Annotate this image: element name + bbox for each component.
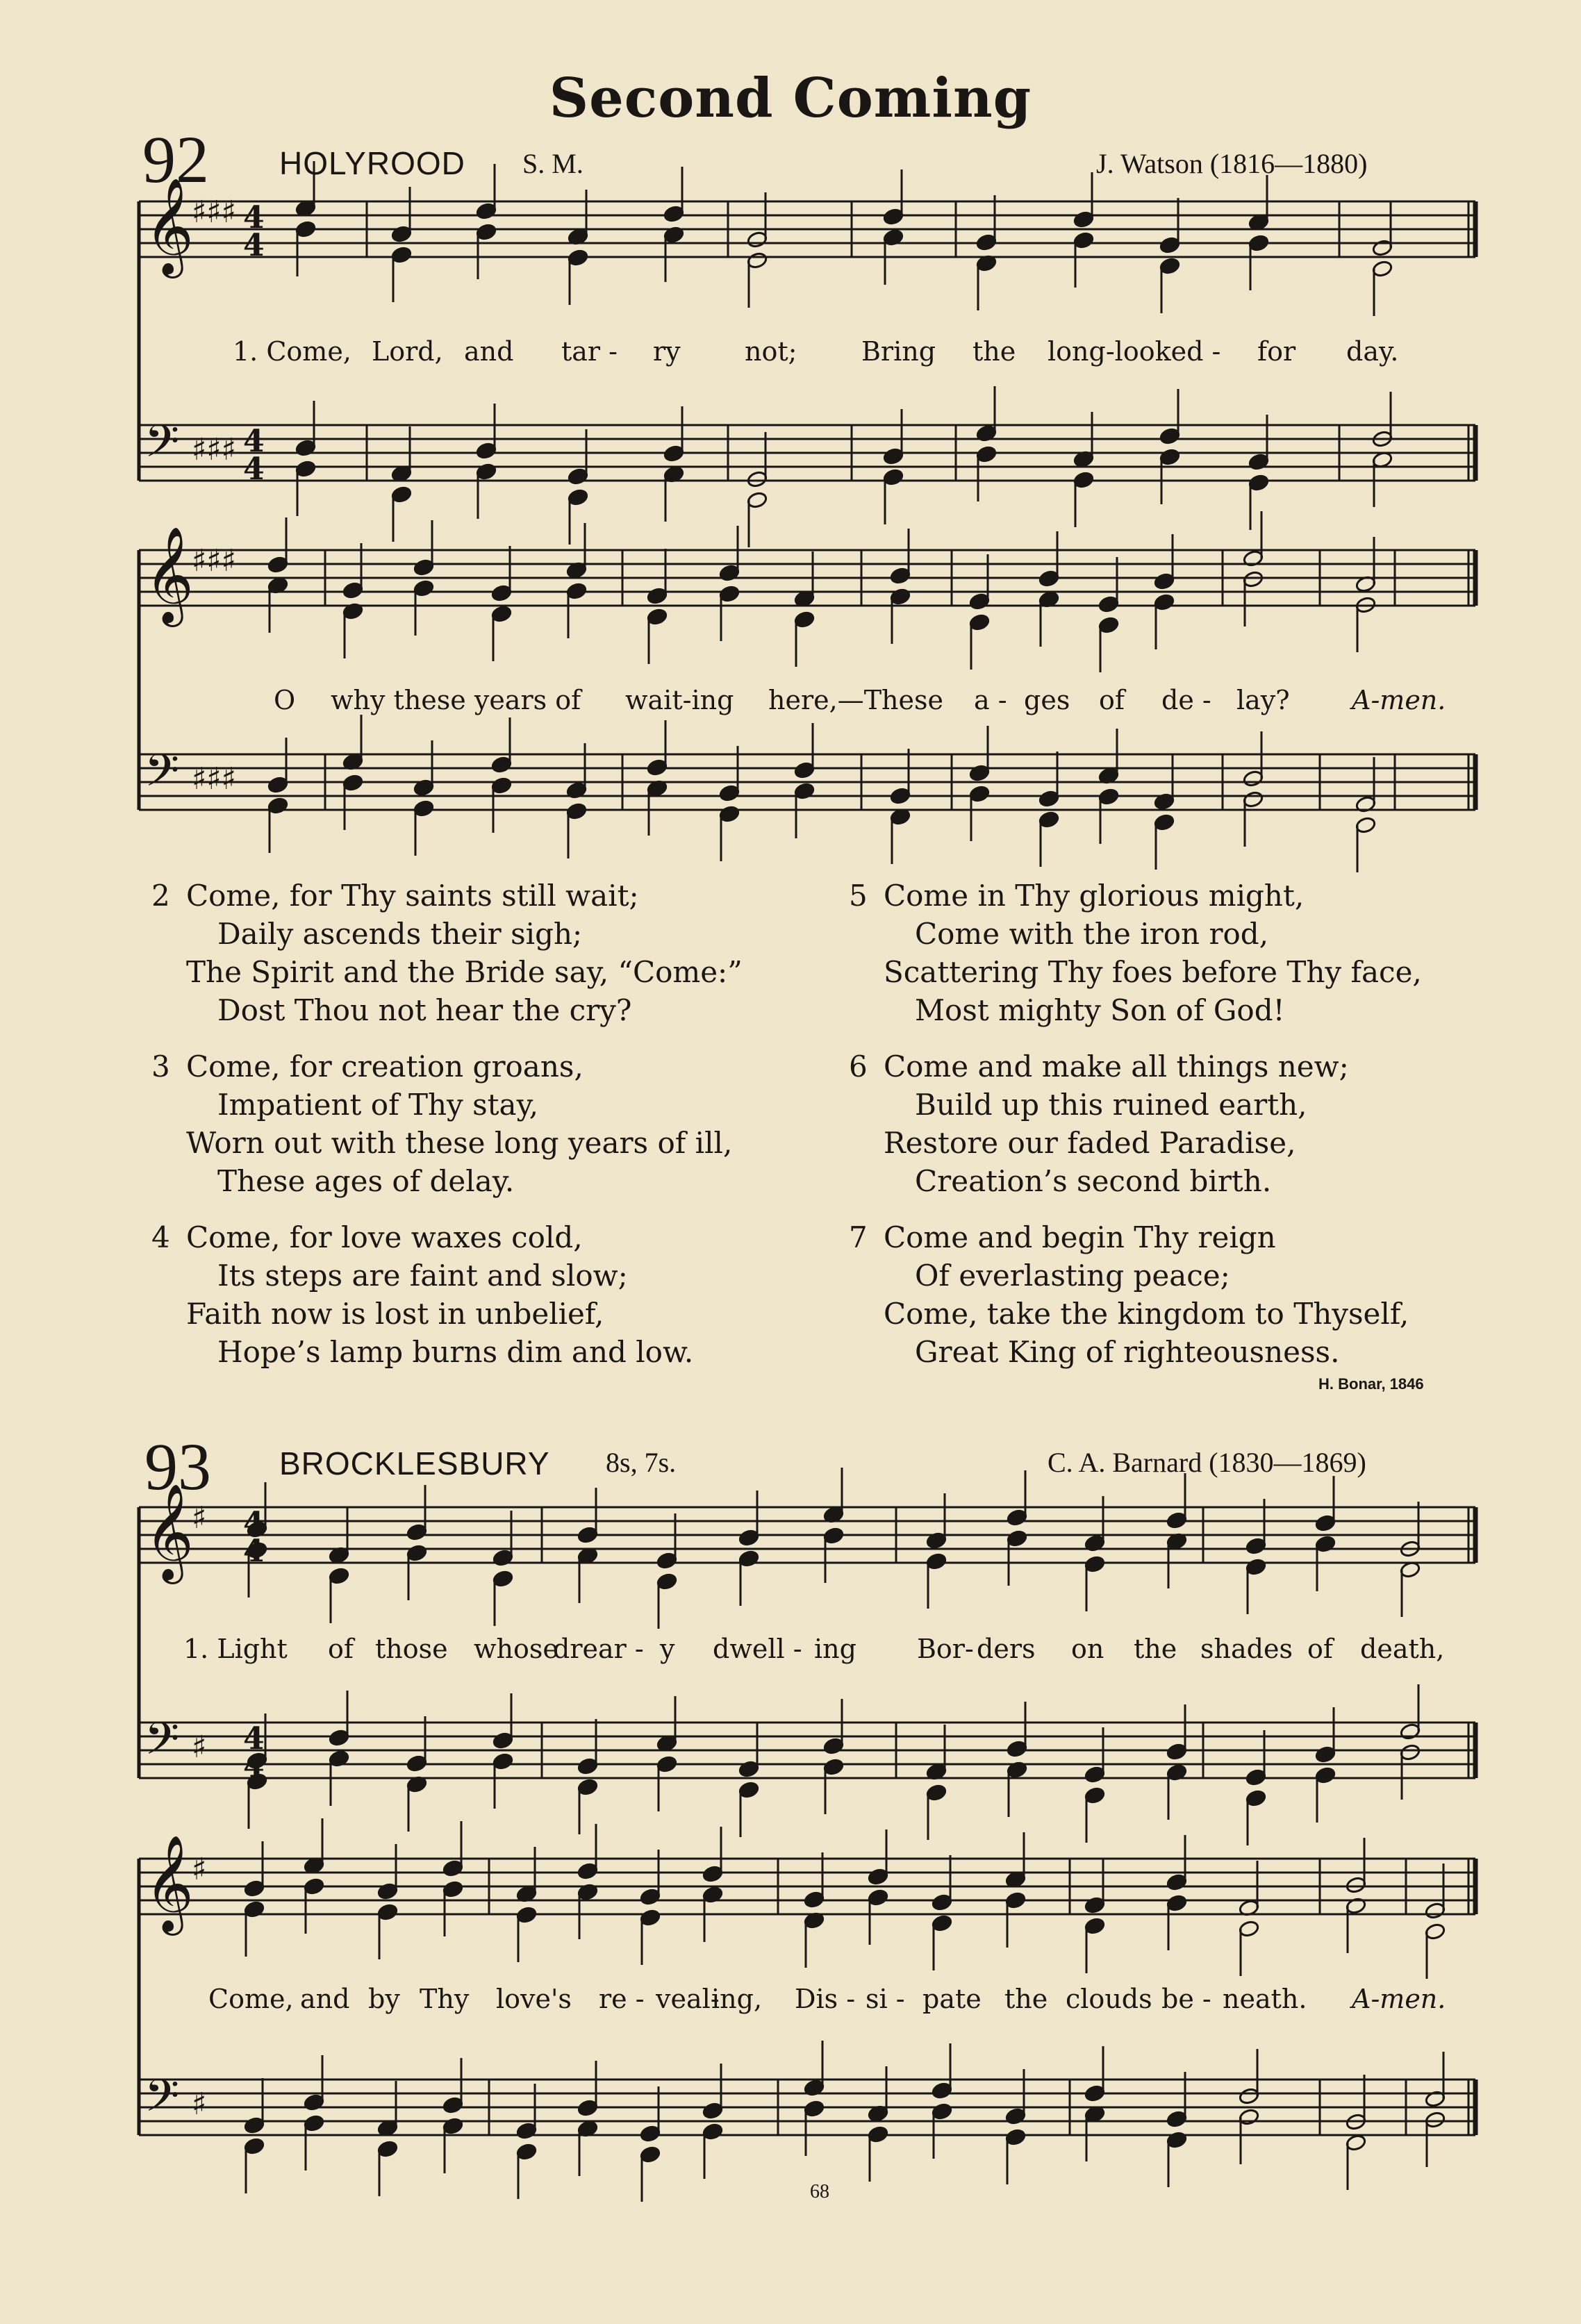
svg-text:♯: ♯	[192, 2086, 207, 2122]
lyric-syllable: of	[1307, 1634, 1333, 1664]
author-credit: H. Bonar, 1846	[1318, 1375, 1424, 1393]
lyric-syllable: and	[464, 336, 514, 367]
svg-text:4: 4	[243, 1534, 265, 1569]
hymn-number: 92	[142, 122, 209, 197]
verse-line: Daily ascends their sigh;	[217, 917, 583, 951]
svg-text:♯: ♯	[192, 1852, 207, 1887]
tune-name: BROCKLESBURY	[279, 1445, 550, 1481]
composer: J. Watson (1816—1880)	[1096, 148, 1368, 179]
verse-line: Restore our faded Paradise,	[884, 1126, 1296, 1160]
lyric-syllable: neath.	[1223, 1984, 1307, 2014]
svg-text:♯: ♯	[192, 1500, 207, 1536]
verse-line: Come and begin Thy reign	[884, 1220, 1276, 1254]
verse-line: Come with the iron rod,	[915, 917, 1269, 951]
verse-number: 6	[849, 1049, 868, 1084]
lyric-syllable: the	[1134, 1634, 1177, 1664]
svg-text:4: 4	[243, 424, 265, 459]
verse-line: Impatient of Thy stay,	[217, 1088, 539, 1122]
lyric-syllable: death,	[1360, 1634, 1445, 1664]
lyric-syllable: Thy	[420, 1984, 470, 2014]
lyric-syllable: wait-ing	[625, 685, 734, 715]
verse-block	[849, 1218, 1409, 1371]
lyric-syllable: Lord,	[372, 336, 443, 367]
lyric-syllable: the	[972, 336, 1016, 367]
verse-block	[849, 1047, 1349, 1200]
section-title: Second Coming	[549, 67, 1032, 130]
verse-block	[849, 877, 1422, 1029]
verse-line: Come and make all things new;	[884, 1049, 1349, 1084]
verse-line: These ages of delay.	[217, 1164, 515, 1198]
lyric-syllable: Dis -	[795, 1984, 856, 2014]
amen-label: A-men.	[1352, 1984, 1446, 2014]
verse-block	[151, 1218, 693, 1371]
lyric-syllable: not;	[745, 336, 797, 367]
lyric-syllable: and	[300, 1984, 350, 2014]
svg-text:4: 4	[243, 451, 265, 487]
lyric-syllable: ders	[977, 1634, 1036, 1664]
svg-text:𝄞: 𝄞	[144, 178, 194, 274]
lyric-syllable: Come,	[208, 1984, 294, 2014]
lyric-syllable: ing,	[711, 1984, 763, 2014]
lyric-syllable: those	[375, 1634, 448, 1664]
lyric-syllable: on	[1071, 1634, 1104, 1664]
svg-text:𝄞: 𝄞	[144, 526, 194, 623]
lyric-syllable: si -	[866, 1984, 905, 2014]
verse-line: Build up this ruined earth,	[915, 1088, 1307, 1122]
lyric-syllable: pate	[922, 1984, 982, 2014]
composer: C. A. Barnard (1830—1869)	[1048, 1447, 1366, 1478]
svg-text:𝄢: 𝄢	[144, 1713, 180, 1776]
lyric-syllable: whose	[474, 1634, 558, 1664]
verse-number: 7	[849, 1220, 868, 1254]
lyric-syllable: dwell -	[713, 1634, 802, 1664]
meter: 8s, 7s.	[606, 1447, 677, 1478]
verse-line: Come, take the kingdom to Thyself,	[884, 1297, 1409, 1331]
svg-text:♯♯♯: ♯♯♯	[192, 432, 236, 467]
verse-number: 2	[151, 879, 170, 913]
lyric-syllable: for	[1257, 336, 1296, 367]
verse-line: Come, for love waxes cold,	[186, 1220, 583, 1254]
svg-text:𝄢: 𝄢	[144, 416, 180, 479]
hymn-number: 93	[144, 1429, 211, 1504]
verse-line: Scattering Thy foes before Thy face,	[884, 955, 1422, 989]
svg-text:♯: ♯	[192, 1729, 207, 1765]
lyric-syllable: 1. Come,	[233, 336, 351, 367]
svg-text:𝄞: 𝄞	[144, 1835, 194, 1932]
lyric-syllable: why these years of	[331, 685, 581, 715]
svg-text:4: 4	[243, 1506, 265, 1541]
lyric-syllable: be -	[1161, 1984, 1211, 2014]
verse-number: 4	[151, 1220, 170, 1254]
lyric-syllable: de -	[1161, 685, 1211, 715]
lyric-syllable: the	[1004, 1984, 1048, 2014]
lyric-syllable: of	[1099, 685, 1125, 715]
verse-line: Come, for Thy saints still wait;	[186, 879, 639, 913]
svg-text:♯♯♯: ♯♯♯	[192, 761, 236, 797]
lyric-syllable: shades	[1200, 1634, 1293, 1664]
lyric-syllable: ges	[1024, 685, 1070, 715]
verse-block	[151, 1047, 732, 1200]
lyric-syllable: lay?	[1236, 685, 1290, 715]
lyric-syllable: day.	[1346, 336, 1399, 367]
lyric-syllable: Bring	[861, 336, 936, 367]
verse-line: Of everlasting peace;	[915, 1259, 1230, 1293]
verse-line: Hope’s lamp burns dim and low.	[217, 1335, 694, 1369]
lyric-syllable: by	[368, 1984, 400, 2014]
tune-name: HOLYROOD	[279, 145, 465, 181]
lyric-syllable: love's	[496, 1984, 572, 2014]
lyric-syllable: Bor-	[917, 1634, 974, 1664]
lyric-syllable: drear -	[553, 1634, 644, 1664]
page-number: 68	[810, 2181, 829, 2202]
verse-line: Its steps are faint and slow;	[217, 1259, 628, 1293]
verse-line: The Spirit and the Bride say, “Come:”	[186, 955, 743, 989]
verse-line: Most mighty Son of God!	[915, 993, 1285, 1027]
verse-line: Come in Thy glorious might,	[884, 879, 1305, 913]
verse-number: 3	[151, 1049, 170, 1084]
lyric-syllable: of	[328, 1634, 354, 1664]
lyric-syllable: 1. Light	[183, 1634, 288, 1664]
svg-text:𝄢: 𝄢	[144, 2070, 180, 2133]
lyric-syllable: y	[660, 1634, 675, 1664]
verse-number: 5	[849, 879, 868, 913]
lyric-syllable: here,—These	[768, 685, 943, 715]
verse-line: Worn out with these long years of ill,	[186, 1126, 733, 1160]
lyric-syllable: re -	[599, 1984, 645, 2014]
lyric-syllable: veal-	[656, 1984, 720, 2014]
lyric-syllable: clouds	[1066, 1984, 1152, 2014]
lyric-syllable: O	[274, 685, 296, 715]
svg-text:4: 4	[243, 1721, 265, 1757]
amen-label: A-men.	[1352, 685, 1446, 715]
svg-text:4: 4	[243, 1749, 265, 1784]
lyric-syllable: ing	[814, 1634, 856, 1664]
verse-line: Great King of righteousness.	[915, 1335, 1340, 1369]
svg-text:♯♯♯: ♯♯♯	[192, 194, 236, 230]
lyric-syllable: tar -	[561, 336, 618, 367]
lyric-syllable: ry	[653, 336, 681, 367]
svg-text:𝄢: 𝄢	[144, 745, 180, 808]
svg-text:4: 4	[243, 200, 265, 235]
lyric-syllable: long-looked -	[1048, 336, 1221, 367]
svg-text:♯♯♯: ♯♯♯	[192, 543, 236, 579]
svg-text:4: 4	[243, 228, 265, 263]
verse-block	[151, 877, 743, 1029]
verse-line: Come, for creation groans,	[186, 1049, 583, 1084]
lyric-syllable: a -	[974, 685, 1007, 715]
verse-line: Faith now is lost in unbelief,	[186, 1297, 604, 1331]
meter: S. M.	[522, 148, 583, 179]
verse-line: Creation’s second birth.	[915, 1164, 1272, 1198]
svg-text:𝄞: 𝄞	[144, 1484, 194, 1580]
verse-line: Dost Thou not hear the cry?	[217, 993, 632, 1027]
